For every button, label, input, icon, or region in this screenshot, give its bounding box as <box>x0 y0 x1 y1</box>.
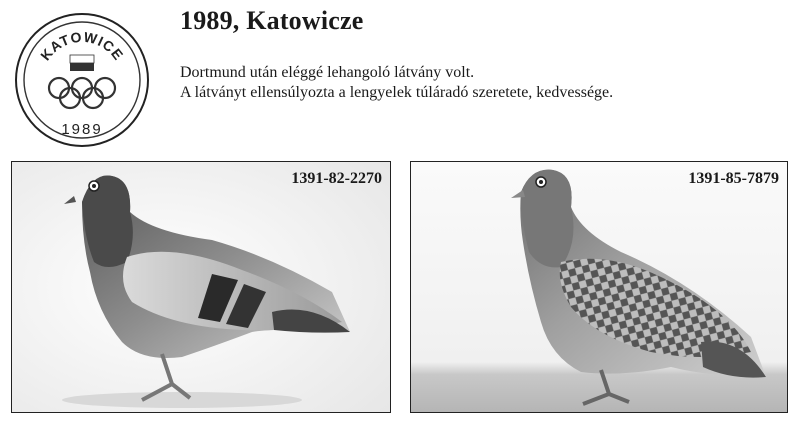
pigeon-photo-1 <box>11 161 391 413</box>
katowice-1989-emblem <box>12 12 152 148</box>
emblem-top-text: KATOWICE <box>37 28 128 64</box>
polish-flag-icon <box>70 55 94 71</box>
emblem-bottom-text: 1989 <box>61 121 103 138</box>
pigeon-image <box>411 162 787 412</box>
pigeon-photo-2 <box>410 161 788 413</box>
page-title: 1989, Katowicze <box>180 6 364 35</box>
ring-number: 1391-85-7879 <box>688 170 779 187</box>
paragraph-line: Dortmund után eléggé lehangoló látvány volt. <box>180 64 475 81</box>
ring-number: 1391-82-2270 <box>291 170 382 187</box>
pigeon-image <box>12 162 390 412</box>
paragraph-line: A látványt ellensúlyozta a lengyelek túláradó szeretete, kedvessége. <box>180 84 614 101</box>
intro-paragraph <box>180 63 613 103</box>
